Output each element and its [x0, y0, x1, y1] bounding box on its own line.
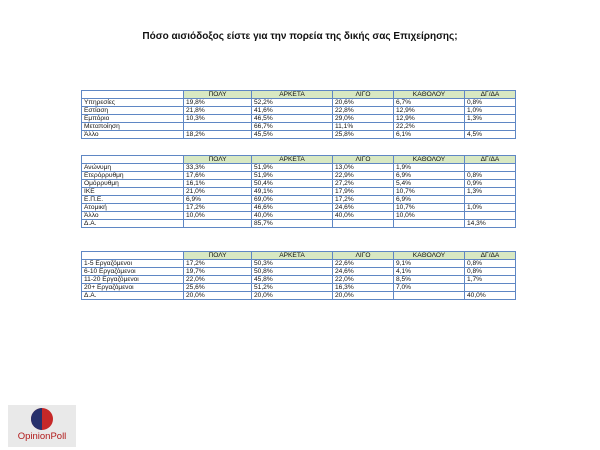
header-blank-cell — [82, 252, 184, 260]
column-header: ΔΓ/ΔΑ — [465, 156, 516, 164]
results-table-business-sector — [81, 90, 516, 139]
table-row — [82, 196, 516, 204]
value-cell: 51,9% — [252, 164, 333, 172]
column-header: ΚΑΘΟΛΟΥ — [394, 91, 465, 99]
value-cell: 22,0% — [184, 276, 252, 284]
header-blank-cell — [82, 91, 184, 99]
table-header-row — [82, 252, 516, 260]
value-cell: 17,9% — [333, 188, 394, 196]
value-cell — [465, 164, 516, 172]
row-label: Ατομική — [82, 204, 184, 212]
value-cell: 20,6% — [333, 99, 394, 107]
column-header: ΛΙΓΟ — [333, 91, 394, 99]
value-cell: 10,7% — [394, 188, 465, 196]
value-cell: 20,0% — [333, 292, 394, 300]
value-cell: 9,1% — [394, 260, 465, 268]
value-cell: 5,4% — [394, 180, 465, 188]
table-row — [82, 284, 516, 292]
value-cell: 8,5% — [394, 276, 465, 284]
column-header: ΛΙΓΟ — [333, 156, 394, 164]
value-cell: 6,7% — [394, 99, 465, 107]
value-cell: 69,0% — [252, 196, 333, 204]
value-cell: 19,8% — [184, 99, 252, 107]
logo-circle-icon — [30, 407, 54, 431]
value-cell: 85,7% — [252, 220, 333, 228]
value-cell: 22,6% — [333, 260, 394, 268]
value-cell: 50,4% — [252, 180, 333, 188]
value-cell — [394, 220, 465, 228]
value-cell — [465, 123, 516, 131]
row-label: Άλλο — [82, 212, 184, 220]
value-cell: 6,1% — [394, 131, 465, 139]
column-header: ΠΟΛΥ — [184, 252, 252, 260]
table-header-row — [82, 91, 516, 99]
table-row — [82, 107, 516, 115]
column-header: ΚΑΘΟΛΟΥ — [394, 156, 465, 164]
row-label: Ετερόρρυθμη — [82, 172, 184, 180]
row-label: Δ.Α. — [82, 292, 184, 300]
value-cell: 27,2% — [333, 180, 394, 188]
value-cell: 46,6% — [252, 204, 333, 212]
value-cell: 40,0% — [465, 292, 516, 300]
table-row — [82, 276, 516, 284]
value-cell — [465, 212, 516, 220]
value-cell: 0,8% — [465, 172, 516, 180]
value-cell: 1,3% — [465, 188, 516, 196]
table-row — [82, 220, 516, 228]
column-header: ΛΙΓΟ — [333, 252, 394, 260]
value-cell: 13,0% — [333, 164, 394, 172]
value-cell: 1,0% — [465, 107, 516, 115]
value-cell: 6,9% — [394, 172, 465, 180]
value-cell: 40,0% — [333, 212, 394, 220]
column-header: ΑΡΚΕΤΑ — [252, 91, 333, 99]
table-row — [82, 115, 516, 123]
row-label: 11-20 Εργαζόμενοι — [82, 276, 184, 284]
table-row — [82, 164, 516, 172]
table-row — [82, 123, 516, 131]
value-cell: 20,0% — [184, 292, 252, 300]
table-row — [82, 172, 516, 180]
value-cell: 22,8% — [333, 107, 394, 115]
value-cell: 12,9% — [394, 107, 465, 115]
value-cell: 17,2% — [184, 260, 252, 268]
row-label: Ε.Π.Ε. — [82, 196, 184, 204]
column-header: ΚΑΘΟΛΟΥ — [394, 252, 465, 260]
value-cell: 17,2% — [184, 204, 252, 212]
value-cell — [184, 220, 252, 228]
table-row — [82, 260, 516, 268]
value-cell — [184, 123, 252, 131]
value-cell: 14,3% — [465, 220, 516, 228]
value-cell: 6,9% — [394, 196, 465, 204]
value-cell — [333, 220, 394, 228]
value-cell: 17,2% — [333, 196, 394, 204]
value-cell: 20,0% — [252, 292, 333, 300]
value-cell: 24,6% — [333, 204, 394, 212]
value-cell: 10,3% — [184, 115, 252, 123]
value-cell: 1,0% — [465, 204, 516, 212]
row-label: Εμπόριο — [82, 115, 184, 123]
value-cell: 1,7% — [465, 276, 516, 284]
value-cell: 10,7% — [394, 204, 465, 212]
row-label: 20+ Εργαζόμενοι — [82, 284, 184, 292]
value-cell: 10,0% — [184, 212, 252, 220]
row-label: Υπηρεσίες — [82, 99, 184, 107]
value-cell: 17,6% — [184, 172, 252, 180]
row-label: Μεταποίηση — [82, 123, 184, 131]
row-label: 6-10 Εργαζόμενοι — [82, 268, 184, 276]
value-cell: 19,7% — [184, 268, 252, 276]
value-cell: 7,0% — [394, 284, 465, 292]
value-cell: 45,5% — [252, 131, 333, 139]
column-header: ΑΡΚΕΤΑ — [252, 252, 333, 260]
value-cell: 21,8% — [184, 107, 252, 115]
value-cell: 50,3% — [252, 260, 333, 268]
row-label: ΙΚΕ — [82, 188, 184, 196]
logo-text: OpinionPoll — [17, 431, 67, 442]
value-cell: 16,3% — [333, 284, 394, 292]
value-cell: 25,8% — [333, 131, 394, 139]
value-cell: 11,1% — [333, 123, 394, 131]
value-cell: 51,2% — [252, 284, 333, 292]
column-header: ΠΟΛΥ — [184, 91, 252, 99]
page-title: Πόσο αισιόδοξος είστε για την πορεία της δικής σας Επιχείρησης; — [142, 31, 458, 42]
value-cell: 1,3% — [465, 115, 516, 123]
opinionpoll-logo — [8, 405, 76, 447]
value-cell — [465, 196, 516, 204]
row-label: Δ.Α. — [82, 220, 184, 228]
value-cell: 4,1% — [394, 268, 465, 276]
header-blank-cell — [82, 156, 184, 164]
value-cell: 24,6% — [333, 268, 394, 276]
value-cell — [394, 292, 465, 300]
value-cell: 0,8% — [465, 99, 516, 107]
value-cell — [465, 284, 516, 292]
value-cell: 0,8% — [465, 260, 516, 268]
value-cell: 25,6% — [184, 284, 252, 292]
value-cell: 18,2% — [184, 131, 252, 139]
row-label: Εστίαση — [82, 107, 184, 115]
table-row — [82, 188, 516, 196]
table-row — [82, 212, 516, 220]
table-row — [82, 180, 516, 188]
row-label: Άλλο — [82, 131, 184, 139]
table-row — [82, 131, 516, 139]
value-cell: 6,9% — [184, 196, 252, 204]
table-row — [82, 99, 516, 107]
table-row — [82, 268, 516, 276]
value-cell: 52,2% — [252, 99, 333, 107]
column-header: ΔΓ/ΔΑ — [465, 252, 516, 260]
table-row — [82, 292, 516, 300]
value-cell: 16,1% — [184, 180, 252, 188]
value-cell: 49,1% — [252, 188, 333, 196]
value-cell: 50,8% — [252, 268, 333, 276]
value-cell: 4,5% — [465, 131, 516, 139]
value-cell: 29,0% — [333, 115, 394, 123]
row-label: 1-5 Εργαζόμενοι — [82, 260, 184, 268]
value-cell: 12,9% — [394, 115, 465, 123]
row-label: Ανώνυμη — [82, 164, 184, 172]
value-cell: 40,0% — [252, 212, 333, 220]
results-table-employees — [81, 251, 516, 300]
value-cell: 41,6% — [252, 107, 333, 115]
value-cell: 21,0% — [184, 188, 252, 196]
results-table-legal-form — [81, 155, 516, 228]
value-cell: 66,7% — [252, 123, 333, 131]
value-cell: 0,8% — [465, 268, 516, 276]
value-cell: 51,9% — [252, 172, 333, 180]
column-header: ΠΟΛΥ — [184, 156, 252, 164]
table-header-row — [82, 156, 516, 164]
value-cell: 45,8% — [252, 276, 333, 284]
value-cell: 46,5% — [252, 115, 333, 123]
column-header: ΔΓ/ΔΑ — [465, 91, 516, 99]
value-cell: 0,9% — [465, 180, 516, 188]
value-cell: 22,2% — [394, 123, 465, 131]
value-cell: 10,0% — [394, 212, 465, 220]
value-cell: 1,9% — [394, 164, 465, 172]
value-cell: 22,0% — [333, 276, 394, 284]
value-cell: 22,9% — [333, 172, 394, 180]
row-label: Ομόρρυθμη — [82, 180, 184, 188]
value-cell: 33,3% — [184, 164, 252, 172]
table-row — [82, 204, 516, 212]
column-header: ΑΡΚΕΤΑ — [252, 156, 333, 164]
